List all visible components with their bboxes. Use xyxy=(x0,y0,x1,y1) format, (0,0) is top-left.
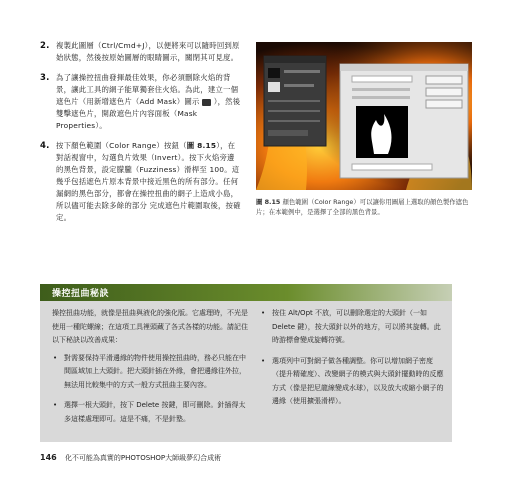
sidebar-bullet xyxy=(52,352,248,393)
sidebar-bullet xyxy=(52,399,248,426)
figure-label: 圖 8.15 xyxy=(256,198,281,206)
page-number: 146 xyxy=(40,453,57,462)
bullet-text: 按住 Alt/Opt 不放，可以刪除選定的大頭針（一如 Delete 鍵），按大頭針以外的地方，可以將其旋轉。此時游標會變成旋轉符號。 xyxy=(272,309,441,344)
bullet-dot: • xyxy=(261,356,266,365)
sidebar-left-column xyxy=(52,307,248,433)
bullet-dot: • xyxy=(53,401,58,409)
sidebar-bullet xyxy=(260,355,446,409)
step-text: ），在對話視窗中，勾選負片效果（Invert）。按下火焰旁邊的黑色背景，設定朦朧（Fuzziness）滑桿至 100。這幾乎包括遮色片原本背景中接近黑色的所有部分。任何漏網的黑色部分，都會在操控扭曲的網子上造成小島，所以儘可能去除多餘的部分 完成遮色片範圍取後，按確定。 xyxy=(56,141,241,222)
steps-list xyxy=(40,40,242,232)
bullet-dot: • xyxy=(261,309,266,317)
step-number: 2. xyxy=(40,41,50,51)
bullet-text: 選項列中可對網子做各種調整。你可以增加網子密度（提升精確度）、改變網子的模式與大頭針擺動時的反應方式（像是把尼龍線變成水球），以及放大或縮小網子的邊緣（使用擴張滑桿）。 xyxy=(272,356,444,405)
sidebar-right-column xyxy=(260,307,446,416)
caption-text: 顏色範圍（Color Range）可以讓你用圖層上選取的顏色製作遮色片；在本範例中，是選擇了全部的黑色背景。 xyxy=(256,198,469,216)
add-mask-icon xyxy=(202,99,211,106)
figure-8-15-image xyxy=(256,42,472,190)
page-footer xyxy=(40,453,221,463)
step-text: 複製此圖層（Ctrl/Cmd+J），以便將來可以隨時回到原始狀態，然後按原始圖層的眼睛圖示，關閉其可見度。 xyxy=(56,41,240,62)
bullet-dot: • xyxy=(53,353,58,362)
step-text: ），然後雙擊遮色片，開啟遮色片內容面板（Mask Properties）。 xyxy=(56,97,241,130)
sidebar-title: 操控扭曲秘訣 xyxy=(52,289,110,299)
sidebar-bullet xyxy=(260,307,446,348)
bullet-text: 對需要保持平滑邊緣的物件使用操控扭曲時，務必只能在中間區域加上大頭針。把大頭針插在外緣，會把邊緣往外拉，無法用比較集中的方式一般方式扭曲主要內容。 xyxy=(64,353,246,389)
fire-screenshot-image xyxy=(256,42,472,190)
bullet-text: 選擇一根大頭針，按下 Delete 按鍵，即可刪除。針插得太多這樣處理即可。這是不痛，不是針塾。 xyxy=(64,401,246,423)
step-number: 3. xyxy=(40,73,50,83)
step-text: 為了讓操控扭曲發揮最佳效果，你必須刪除火焰的背景，讓此工具的網子能單獨套住火焰。為此，建立一個遮色片（用新增遮色片（Add Mask）圖示 xyxy=(56,73,239,106)
step-number: 4. xyxy=(40,141,50,151)
book-title: 化不可能為真實的PHOTOSHOP大師級夢幻合成術 xyxy=(64,454,222,462)
step-2 xyxy=(40,40,242,64)
step-3 xyxy=(40,72,242,132)
figure-caption xyxy=(256,197,478,217)
step-4 xyxy=(40,140,242,224)
figure-reference: 圖 8.15 xyxy=(186,141,217,150)
step-text: 按下顏色範圍（Color Range）按鈕（ xyxy=(56,141,187,150)
sidebar-intro: 操控扭曲功能，就像是扭曲與液化的強化版。它處理時，不光是使用一種陀螺線；在這項工具裡頭藏了各式各樣的功能。請記住以下秘訣以改善成果： xyxy=(52,309,248,344)
